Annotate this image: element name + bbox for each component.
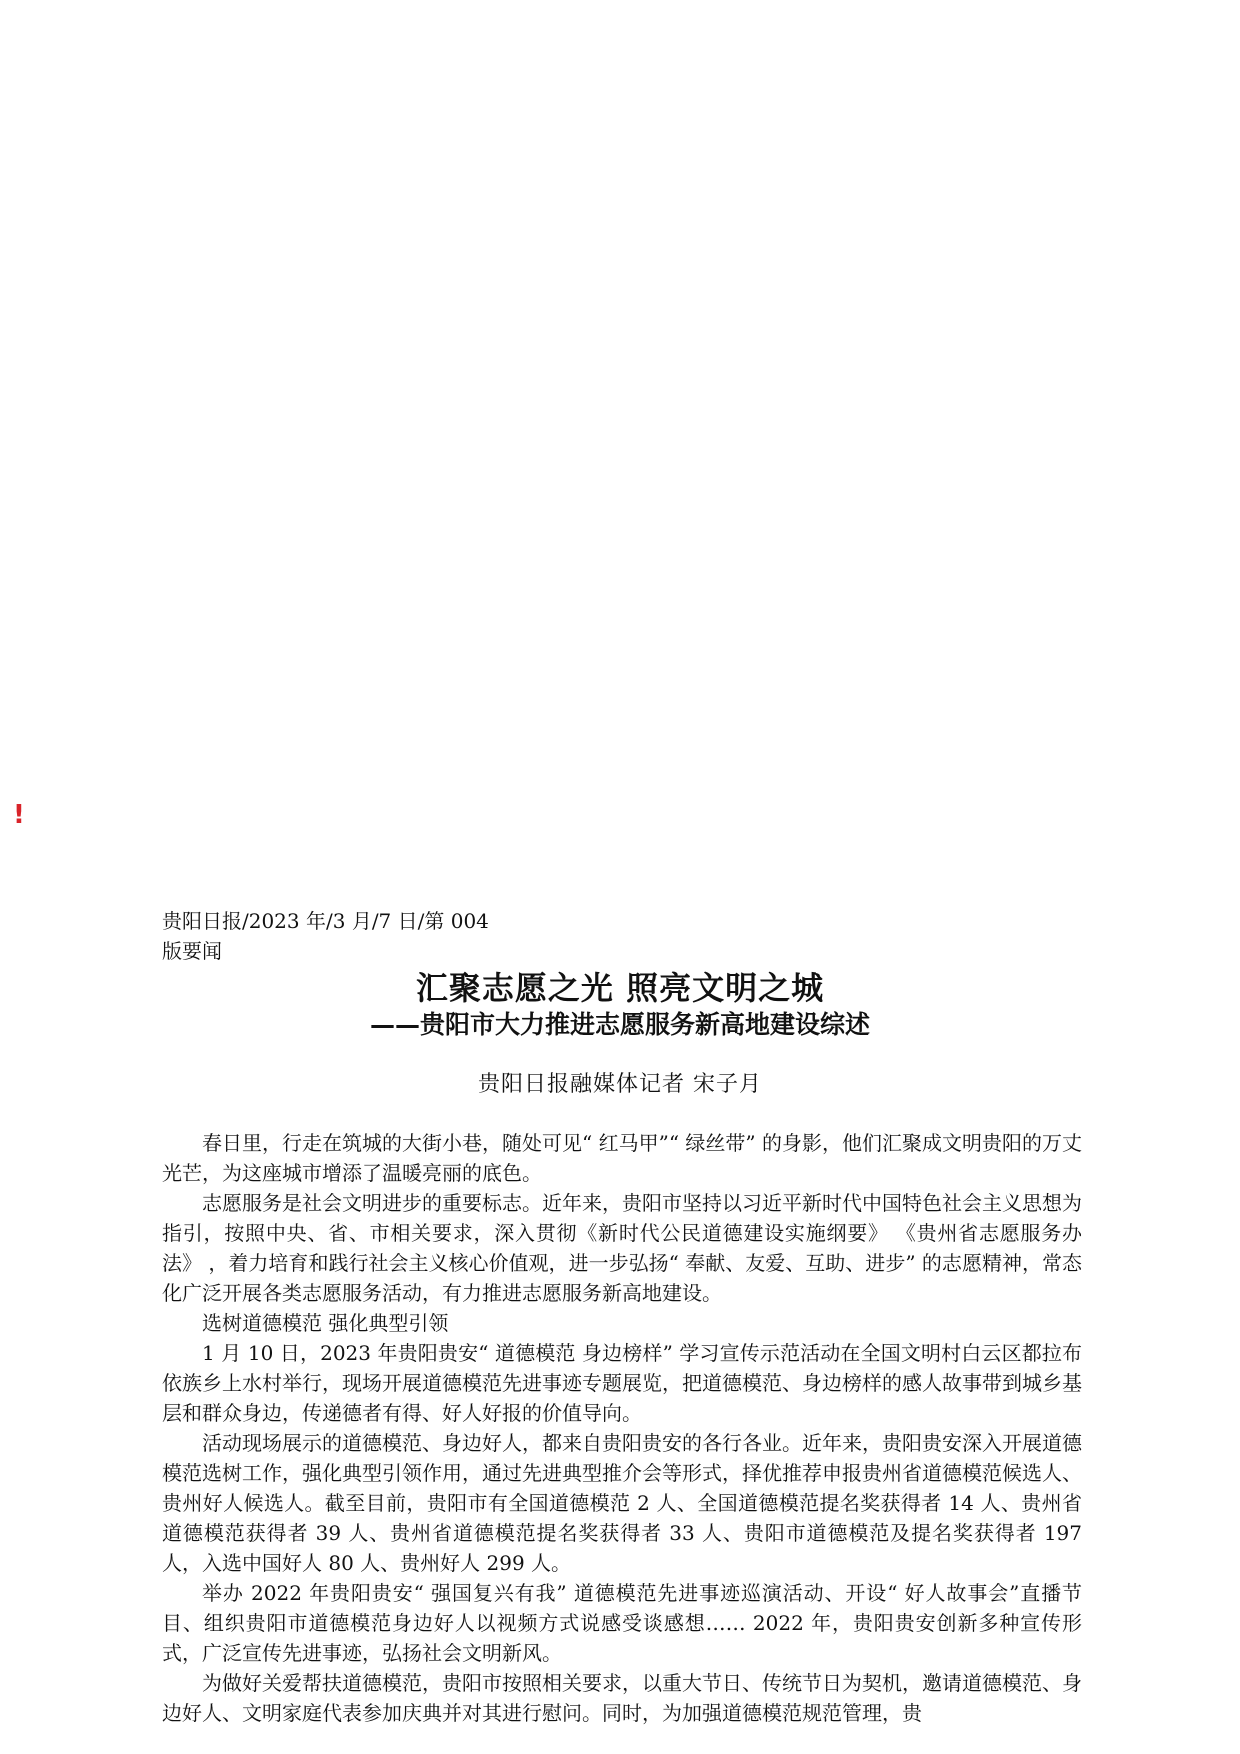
article-title: 汇聚志愿之光 照亮文明之城: [415, 969, 825, 1007]
publication-meta: [162, 906, 489, 966]
paragraph: 为做好关爱帮扶道德模范，贵阳市按照相关要求，以重大节日、传统节日为契机，邀请道德模范、身边好人、文明家庭代表参加庆典并对其进行慰问。同时，为加强道德模范规范管理，贵: [162, 1671, 1082, 1725]
paragraph: 活动现场展示的道德模范、身边好人，都来自贵阳贵安的各行各业。近年来，贵阳贵安深入开展道德模范选树工作，强化典型引领作用，通过先进典型推介会等形式，择优推荐申报贵州省道德模范候选人、贵州好人候选人。截至目前，贵阳市有全国道德模范 2 人、全国道德模范提名奖获得者 14 人、贵州省道德模范获得者 39 人、贵州省道德模范提名奖获得者 33 人、贵阳市道德模范及提名奖获得者 197 人，入选中国好人 80 人、贵州好人 299 人。: [162, 1431, 1082, 1575]
paragraph: 1 月 10 日，2023 年贵阳贵安“ 道德模范 身边榜样” 学习宣传示范活动在全国文明村白云区都拉布依族乡上水村举行，现场开展道德模范先进事迹专题展览，把道德模范、身边榜样的感人故事带到城乡基层和群众身边，传递德者有得、好人好报的价值导向。: [162, 1341, 1082, 1425]
paragraph: 志愿服务是社会文明进步的重要标志。近年来，贵阳市坚持以习近平新时代中国特色社会主义思想为指引，按照中央、省、市相关要求，深入贯彻《新时代公民道德建设实施纲要》 《贵州省志愿服务办法》 ，着力培育和践行社会主义核心价值观，进一步弘扬“ 奉献、友爱、互助、进步” 的志愿精神，常态化广泛开展各类志愿服务活动，有力推进志愿服务新高地建设。: [162, 1191, 1082, 1305]
paragraph: 举办 2022 年贵阳贵安“ 强国复兴有我” 道德模范先进事迹巡演活动、开设“ 好人故事会”直播节目、组织贵阳市道德模范身边好人以视频方式说感受谈感想…… 2022 年，贵阳贵安创新多种宣传形式，广泛宣传先进事迹，弘扬社会文明新风。: [162, 1581, 1082, 1665]
paragraph: 春日里，行走在筑城的大街小巷，随处可见“ 红马甲”“ 绿丝带” 的身影，他们汇聚成文明贵阳的万丈光芒，为这座城市增添了温暖亮丽的底色。: [162, 1131, 1082, 1185]
publication-section-line: 版要闻: [162, 939, 222, 963]
article-body: [162, 1128, 1082, 1728]
article-byline: 贵阳日报融媒体记者 宋子月: [478, 1072, 762, 1097]
publication-date-line: 贵阳日报/2023 年/3 月/7 日/第 004: [162, 909, 489, 933]
article-subtitle: ——贵阳市大力推进志愿服务新高地建设综述: [369, 1010, 870, 1039]
alert-mark: !: [13, 800, 25, 830]
section-heading: 选树道德模范 强化典型引领: [202, 1311, 449, 1335]
